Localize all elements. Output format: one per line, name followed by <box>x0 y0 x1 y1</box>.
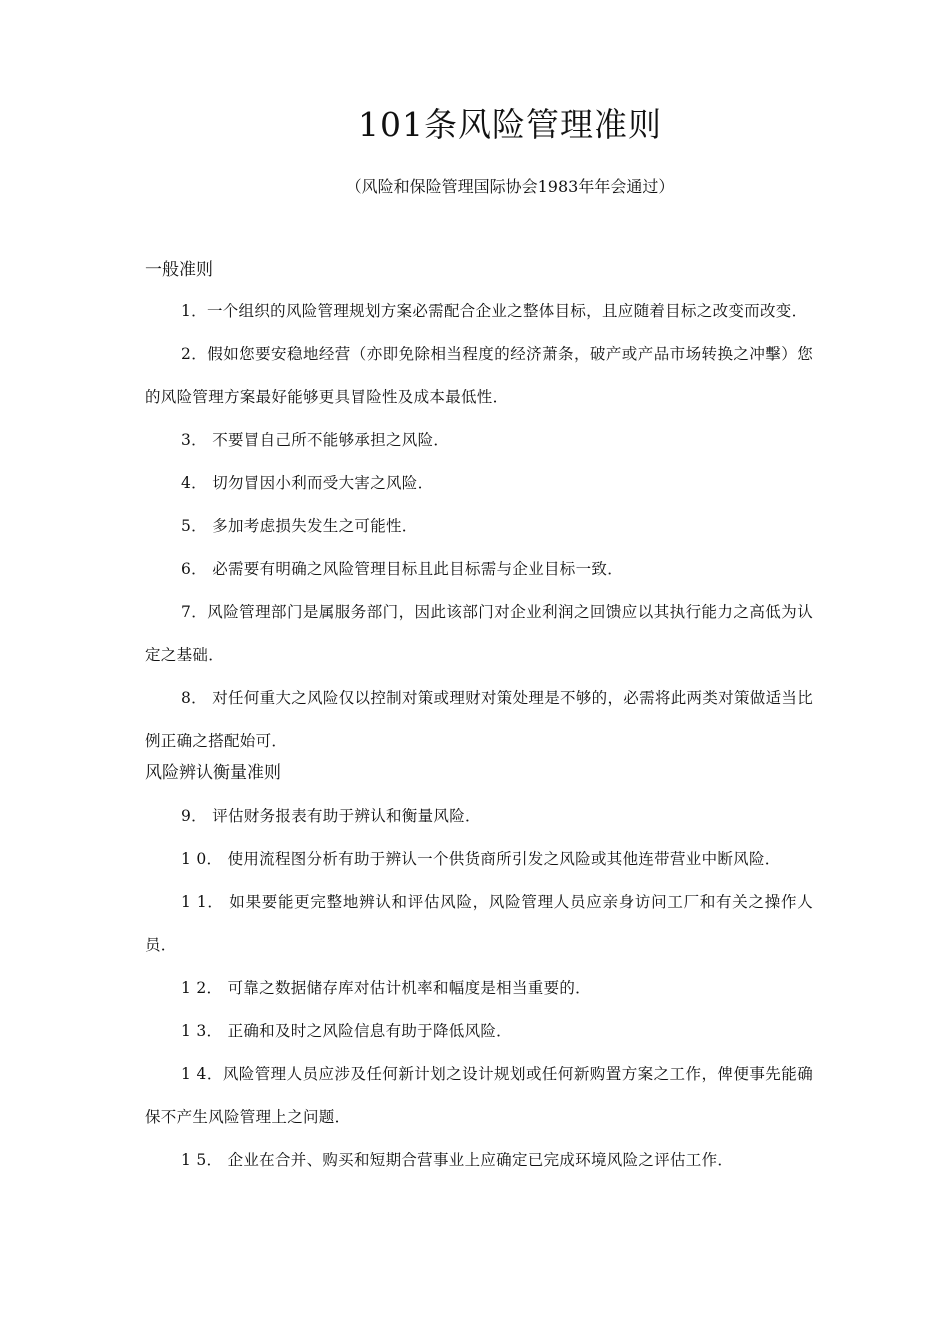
section-heading-identification: 风险辨认衡量准则 <box>145 763 281 783</box>
rule-item: 6． 必需要有明确之风险管理目标且此目标需与企业目标一致． <box>181 560 623 578</box>
section-heading-general: 一般准则 <box>145 260 213 280</box>
rule-item: 3． 不要冒自己所不能够承担之风险． <box>181 431 450 449</box>
document-body <box>145 254 813 1182</box>
rule-item: 1 4．风险管理人员应涉及任何新计划之设计规划或任何新购置方案之工作，俾便事先能确保不产生风险管理上之问题． <box>145 1065 813 1126</box>
rule-item: 8． 对任何重大之风险仅以控制对策或理财对策处理是不够的，必需将此两类对策做适当比例正确之搭配始可． <box>145 689 813 750</box>
rule-item: 1 2． 可靠之数据储存库对估计机率和幅度是相当重要的． <box>181 979 591 997</box>
rule-item: 5． 多加考虑损失发生之可能性． <box>181 517 418 535</box>
document-title: 101条风险管理准则 <box>358 105 662 144</box>
rule-item: 1 3． 正确和及时之风险信息有助于降低风险． <box>181 1022 512 1040</box>
rule-item: 7．风险管理部门是属服务部门，因此该部门对企业利润之回馈应以其执行能力之高低为认定之基础． <box>145 603 813 664</box>
rule-item: 1 5． 企业在合并、购买和短期合营事业上应确定已完成环境风险之评估工作． <box>181 1151 734 1169</box>
rule-item: 1 1． 如果要能更完整地辨认和评估风险，风险管理人员应亲身访问工厂和有关之操作人员． <box>145 893 813 954</box>
rule-item: 1．一个组织的风险管理规划方案必需配合企业之整体目标，且应随着目标之改变而改变． <box>181 302 808 320</box>
rule-item: 9． 评估财务报表有助于辨认和衡量风险． <box>181 807 481 825</box>
rule-item: 2．假如您要安稳地经营（亦即免除相当程度的经济萧条，破产或产品市场转换之冲擊）您的风险管理方案最好能够更具冒险性及成本最低性． <box>145 345 813 406</box>
rule-item: 1 0． 使用流程图分析有助于辨认一个供货商所引发之风险或其他连带营业中断风险． <box>181 850 781 868</box>
document-subtitle: （风险和保险管理国际协会1983年年会通过） <box>345 177 675 196</box>
rule-item: 4． 切勿冒因小利而受大害之风险． <box>181 474 434 492</box>
